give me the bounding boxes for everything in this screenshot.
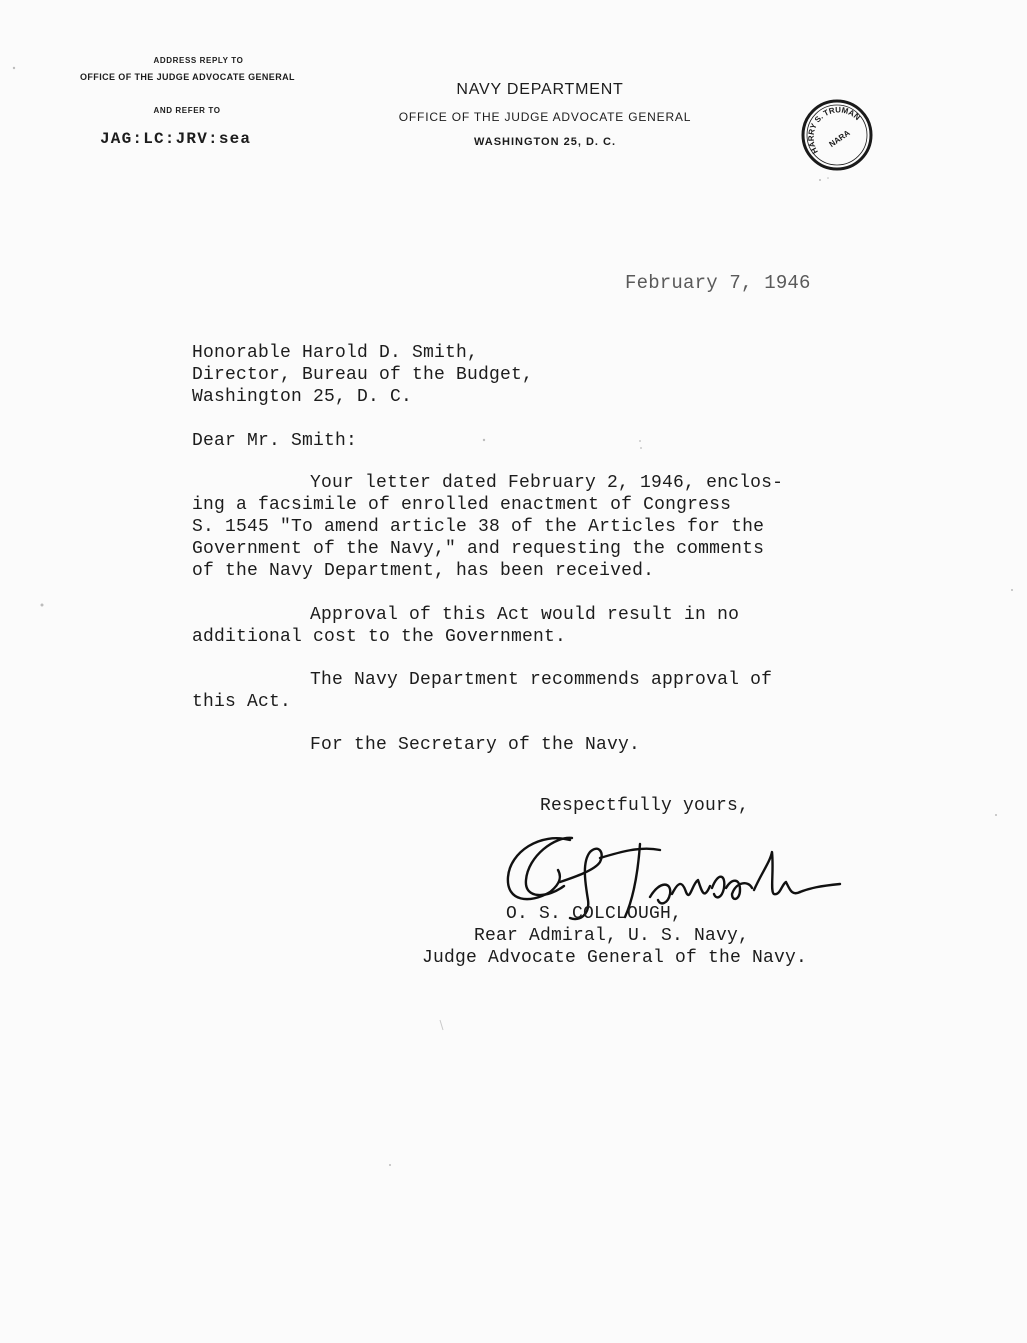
paragraph-line: ing a facsimile of enrolled enactment of Congress <box>192 495 732 515</box>
paragraph-line: Your letter dated February 2, 1946, enclos- <box>310 473 784 493</box>
paragraph-line: additional cost to the Government. <box>192 627 567 647</box>
address-reply-label: ADDRESS REPLY TO <box>153 56 244 65</box>
signer-title: Judge Advocate General of the Navy. <box>422 948 808 968</box>
addressee-line: Honorable Harold D. Smith, <box>192 343 479 363</box>
salutation: Dear Mr. Smith: <box>192 431 358 451</box>
addressee-line: Director, Bureau of the Budget, <box>192 365 534 385</box>
addressee-line: Washington 25, D. C. <box>192 387 413 407</box>
signer-name: O. S. COLCLOUGH, <box>506 904 683 924</box>
library-stamp-icon <box>800 98 874 172</box>
letter-date: February 7, 1946 <box>625 272 811 294</box>
city-heading: WASHINGTON 25, D. C. <box>473 136 617 148</box>
paragraph-line: The Navy Department recommends approval of <box>310 670 773 690</box>
stamp-text: HARRY S. TRUMAN <box>806 105 862 156</box>
refer-to-label: AND REFER TO <box>153 106 221 115</box>
signer-rank: Rear Admiral, U. S. Navy, <box>474 926 750 946</box>
paragraph-line: S. 1545 "To amend article 38 of the Articles for the <box>192 517 765 537</box>
address-office-label: OFFICE OF THE JUDGE ADVOCATE GENERAL <box>80 72 295 82</box>
paragraph-line: For the Secretary of the Navy. <box>310 735 641 755</box>
paragraph-line: this Act. <box>192 692 292 712</box>
stamp-center-text: NARA <box>827 128 852 149</box>
paragraph-line: Government of the Navy," and requesting the comments <box>192 539 765 559</box>
closing: Respectfully yours, <box>540 796 750 816</box>
paragraph-line: Approval of this Act would result in no <box>310 605 740 625</box>
department-heading: NAVY DEPARTMENT <box>456 81 624 98</box>
reference-code: JAG:LC:JRV:sea <box>100 130 252 148</box>
paragraph-line: of the Navy Department, has been received. <box>192 561 655 581</box>
office-heading: OFFICE OF THE JUDGE ADVOCATE GENERAL <box>398 110 692 124</box>
